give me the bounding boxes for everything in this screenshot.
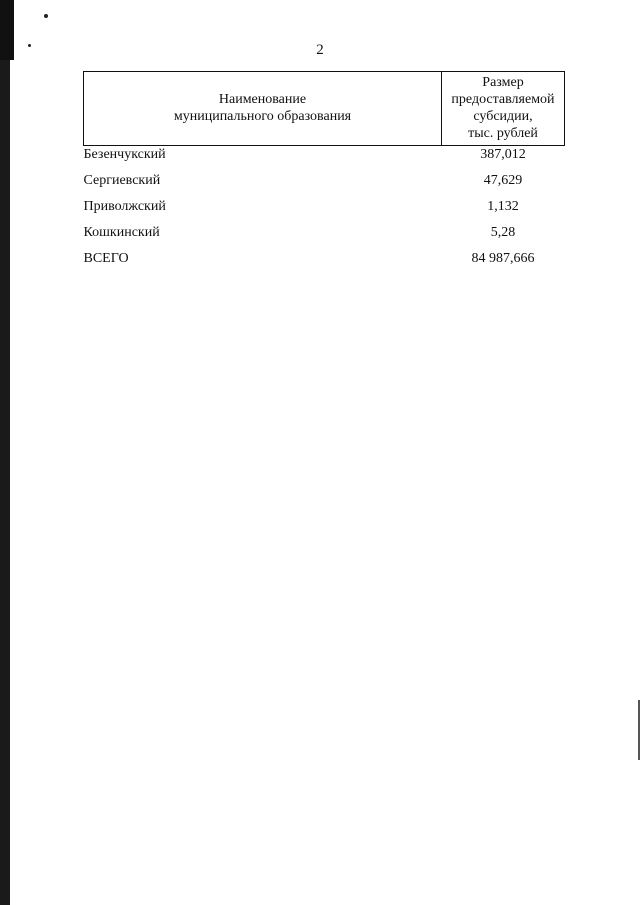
subsidy-amount: 1,132 — [487, 199, 519, 214]
table-row — [84, 198, 565, 224]
header-subsidy-amount — [442, 72, 565, 146]
table-row — [84, 146, 565, 173]
total-label: ВСЕГО — [83, 251, 129, 266]
municipality-name: Кошкинский — [83, 225, 160, 240]
table-row-total — [84, 250, 565, 276]
subsidy-amount: 47,629 — [483, 173, 523, 188]
header-amount-line: субсидии, — [473, 109, 533, 124]
header-municipality-line: Наименование — [218, 92, 307, 107]
subsidy-table — [83, 71, 565, 276]
subsidy-amount: 5,28 — [490, 225, 516, 240]
subsidy-amount: 387,012 — [480, 147, 526, 162]
table-row — [84, 224, 565, 250]
page-number: 2 — [316, 42, 324, 58]
table-header-row — [84, 72, 565, 146]
municipality-name: Сергиевский — [83, 173, 161, 188]
municipality-name: Приволжский — [83, 199, 166, 214]
municipality-name: Безенчукский — [83, 147, 166, 162]
header-municipality-line: муниципального образования — [173, 109, 352, 124]
table-row — [84, 172, 565, 198]
scan-speck — [44, 14, 48, 18]
header-amount-line: предоставляемой — [451, 92, 555, 107]
scan-edge-left — [0, 0, 10, 905]
header-amount-line: тыс. рублей — [468, 126, 538, 141]
header-municipality — [84, 72, 442, 146]
header-amount-line: Размер — [482, 75, 524, 90]
total-amount: 84 987,666 — [471, 251, 535, 266]
